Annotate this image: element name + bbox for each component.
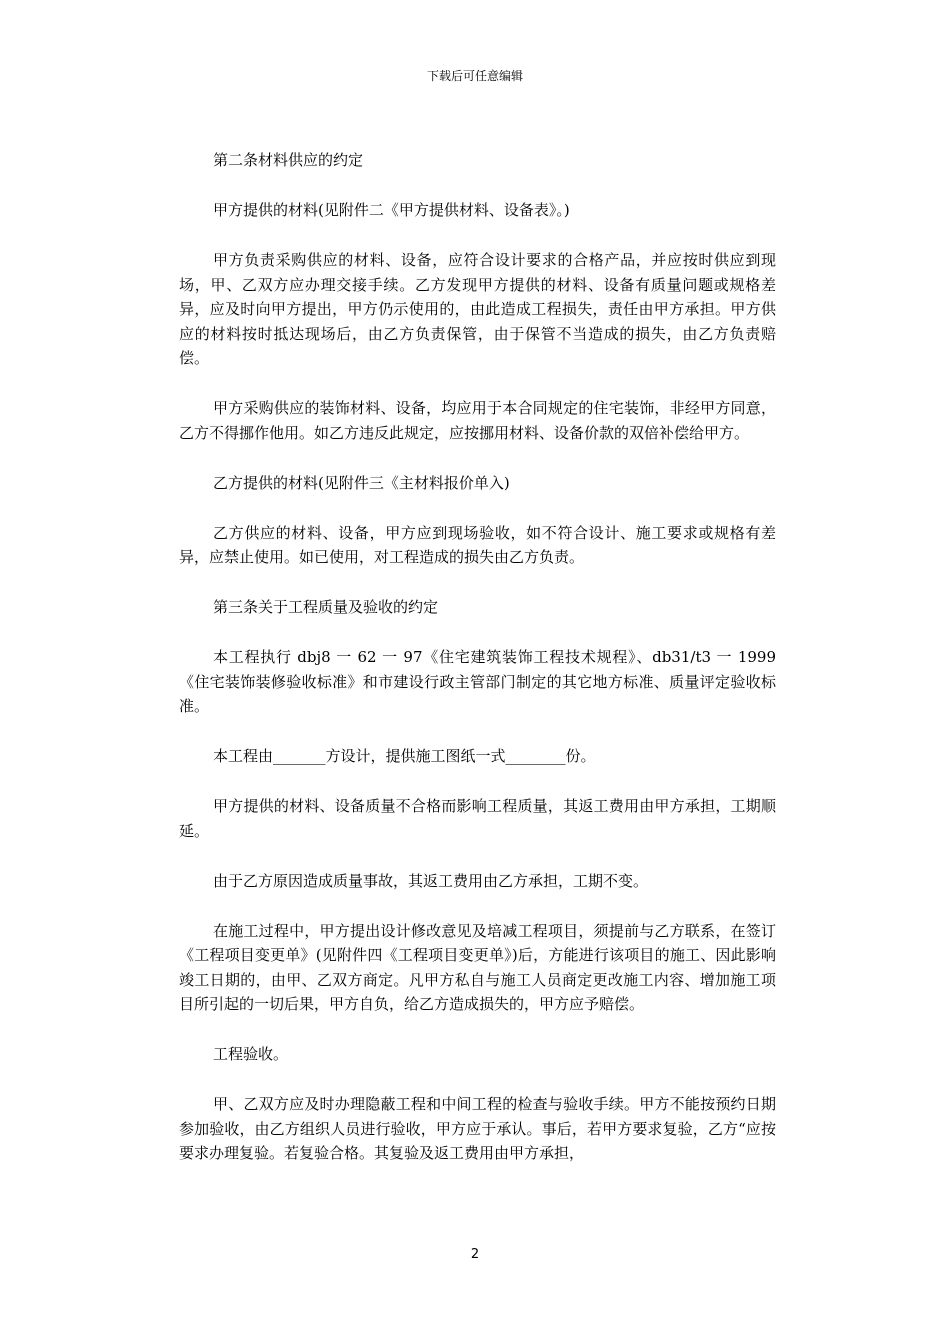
paragraph: 乙方供应的材料、设备，甲方应到现场验收，如不符合设计、施工要求或规格有差异，应禁止使用。如已使用，对工程造成的损失由乙方负责。 bbox=[179, 523, 776, 566]
paragraph: 本工程执行 dbj8 一 62 一 97《住宅建筑装饰工程技术规程》、db31/t3 一 1999《住宅装饰装修验收标准》和市建设行政主管部门制定的其它地方标准、质量评定验收标准。 bbox=[179, 648, 776, 715]
paragraph: 由于乙方原因造成质量事故，其返工费用由乙方承担，工期不变。 bbox=[213, 871, 649, 890]
section-heading-materials: 第二条材料供应的约定 bbox=[213, 151, 364, 169]
section-heading-quality: 第三条关于工程质量及验收的约定 bbox=[213, 598, 439, 616]
page-number: 2 bbox=[470, 1247, 480, 1262]
paragraph: 甲方采购供应的装饰材料、设备，均应用于本合同规定的住宅装饰，非经甲方同意，乙方不得挪作他用。如乙方违反此规定，应按挪用材料、设备价款的双倍补偿给甲方。 bbox=[179, 399, 776, 442]
paragraph: 甲方提供的材料(见附件二《甲方提供材料、设备表》。) bbox=[213, 201, 570, 219]
paragraph: 本工程由_______方设计，提供施工图纸一式________份。 bbox=[213, 747, 596, 765]
paragraph: 在施工过程中，甲方提出设计修改意见及培减工程项目，须提前与乙方联系，在签订《工程项目变更单》(见附件四《工程项目变更单》)后，方能进行该项目的施工、因此影响竣工日期的，由甲、乙双方商定。凡甲方私自与施工人员商定更改施工内容、增加施工项目所引起的一切后果，甲方自负，给乙方造成损失的，甲方应予赔偿。 bbox=[179, 921, 776, 1013]
paragraph: 工程验收。 bbox=[213, 1045, 289, 1063]
document-body bbox=[179, 148, 776, 1191]
paragraph: 乙方提供的材料(见附件三《主材料报价单入) bbox=[213, 473, 510, 492]
paragraph: 甲方提供的材料、设备质量不合格而影响工程质量，其返工费用由甲方承担，工期顺延。 bbox=[179, 797, 776, 840]
paragraph: 甲、乙双方应及时办理隐蔽工程和中间工程的检查与验收手续。甲方不能按预约日期参加验收，由乙方组织人员进行验收，甲方应于承认。事后，若甲方要求复验，乙方“应按要求办理复验。若复验合格。其复验及返工费用由甲方承担， bbox=[179, 1095, 776, 1162]
paragraph: 甲方负责采购供应的材料、设备，应符合设计要求的合格产品，并应按时供应到现场，甲、乙双方应办理交接手续。乙方发现甲方提供的材料、设备有质量问题或规格差异，应及时向甲方提出，甲方仍示使用的，由此造成工程损失，责任由甲方承担。甲方供应的材料按时抵达现场后，由乙方负责保管，由于保管不当造成的损失，由乙方负责赔偿。 bbox=[179, 251, 776, 367]
page-header: 下载后可任意编辑 bbox=[426, 69, 523, 83]
